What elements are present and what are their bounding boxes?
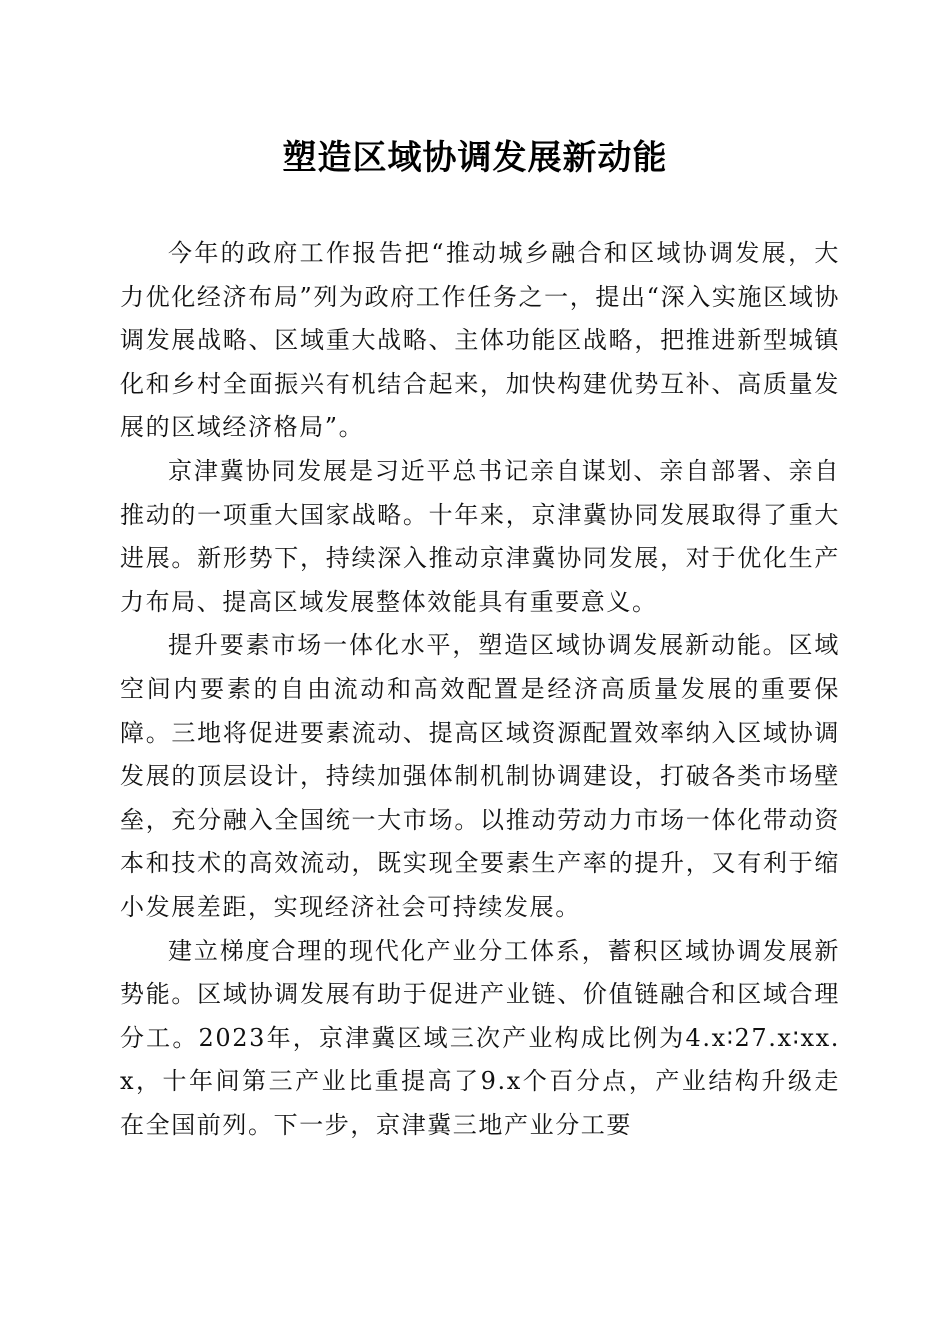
document-title: 塑造区域协调发展新动能 [282,138,668,178]
document-body [120,232,840,1147]
paragraph-3: 提升要素市场一体化水平，塑造区域协调发展新动能。区域空间内要素的自由流动和高效配置是经济高质量发展的重要保障。三地将促进要素流动、提高区域资源配置效率纳入区域协调发展的顶层设计，持续加强体制机制协调建设，打破各类市场壁垒，充分融入全国统一大市场。以推动劳动力市场一体化带动资本和技术的高效流动，既实现全要素生产率的提升，又有利于缩小发展差距，实现经济社会可持续发展。 [120,631,840,921]
paragraph-1: 今年的政府工作报告把“推动城乡融合和区域协调发展，大力优化经济布局”列为政府工作任务之一，提出“深入实施区域协调发展战略、区域重大战略、主体功能区战略，把推进新型城镇化和乡村全面振兴有机结合起来，加快构建优势互补、高质量发展的区域经济格局”。 [120,239,840,442]
paragraph-2: 京津冀协同发展是习近平总书记亲自谋划、亲自部署、亲自推动的一项重大国家战略。十年来，京津冀协同发展取得了重大进展。新形势下，持续深入推动京津冀协同发展，对于优化生产力布局、提高区域发展整体效能具有重要意义。 [120,456,840,616]
paragraph-4: 建立梯度合理的现代化产业分工体系，蓄积区域协调发展新势能。区域协调发展有助于促进产业链、价值链融合和区域合理分工。2023年，京津冀区域三次产业构成比例为4.x∶27.x∶xx.x，十年间第三产业比重提高了9.x个百分点，产业结构升级走在全国前列。下一步，京津冀三地产业分工要 [120,936,840,1139]
